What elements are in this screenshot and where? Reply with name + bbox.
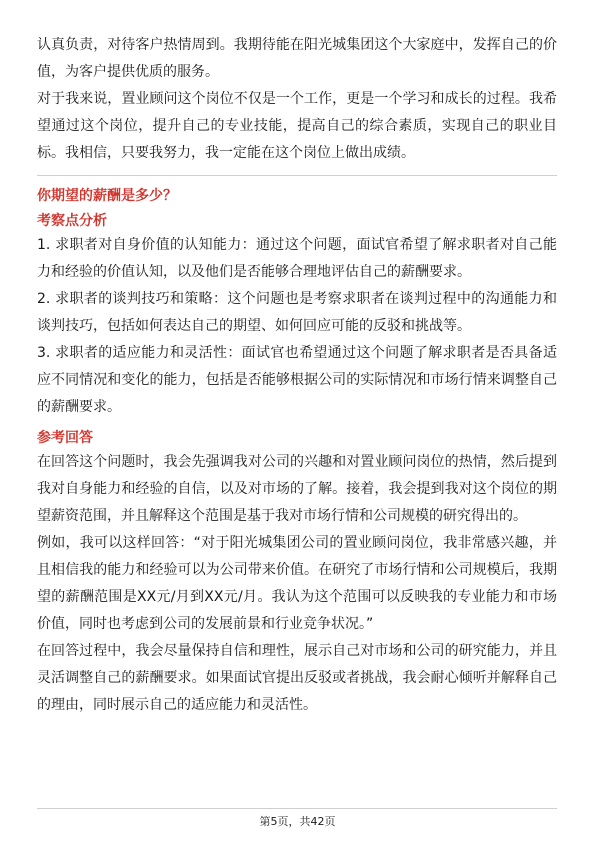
answer-heading: 参考回答 xyxy=(37,430,93,446)
analysis-item-2: 2. 求职者的谈判技巧和策略：这个问题也是考察求职者在谈判过程中的沟通能力和谈判技巧，包括如何表达自己的期望、如何回应可能的反驳和挑战等。 xyxy=(37,291,557,334)
answer-paragraph-1: 在回答这个问题时，我会先强调我对公司的兴趣和对置业顾问岗位的热情，然后提到我对自身能力和经验的自信，以及对市场的了解。接着，我会提到我对这个岗位的期望薪资范围，并且解释这个范围是基于我对市场行情和公司规模的研究得出的。 xyxy=(37,454,557,524)
answer-paragraph-2: 例如，我可以这样回答：“对于阳光城集团公司的置业顾问岗位，我非常感兴趣，并且相信我的能力和经验可以为公司带来价值。在研究了市场行情和公司规模后，我期望的薪酬范围是XX元/月到XX元/月。我认为这个范围可以反映我的专业能力和市场价值，同时也考虑到公司的发展前景和行业竞争状况。” xyxy=(37,535,557,632)
section-divider xyxy=(37,175,557,176)
footer-divider xyxy=(37,808,557,809)
answer-paragraph-3: 在回答过程中，我会尽量保持自信和理性，展示自己对市场和公司的研究能力，并且灵活调整自己的薪酬要求。如果面试官提出反驳或者挑战，我会耐心倾听并解释自己的理由，同时展示自己的适应能力和灵活性。 xyxy=(37,643,557,713)
analysis-item-1: 1. 求职者对自身价值的认知能力：通过这个问题，面试官希望了解求职者对自己能力和经验的价值认知，以及他们是否能够合理地评估自己的薪酬要求。 xyxy=(37,237,557,280)
question-heading: 你期望的薪酬是多少？ xyxy=(37,188,177,204)
analysis-heading: 考察点分析 xyxy=(37,213,107,229)
intro-paragraph-2: 对于我来说，置业顾问这个岗位不仅是一个工作，更是一个学习和成长的过程。我希望通过这个岗位，提升自己的专业技能，提高自己的综合素质，实现自己的职业目标。我相信，只要我努力，我一定能在这个岗位上做出成绩。 xyxy=(37,91,557,161)
analysis-item-3: 3. 求职者的适应能力和灵活性：面试官也希望通过这个问题了解求职者是否具备适应不同情况和变化的能力，包括是否能够根据公司的实际情况和市场行情来调整自己的薪酬要求。 xyxy=(37,345,557,415)
intro-paragraph-1: 认真负责，对待客户热情周到。我期待能在阳光城集团这个大家庭中，发挥自己的价值，为客户提供优质的服务。 xyxy=(37,37,557,80)
page-number: 第5页，共42页 xyxy=(259,815,336,828)
document-page xyxy=(37,32,557,719)
